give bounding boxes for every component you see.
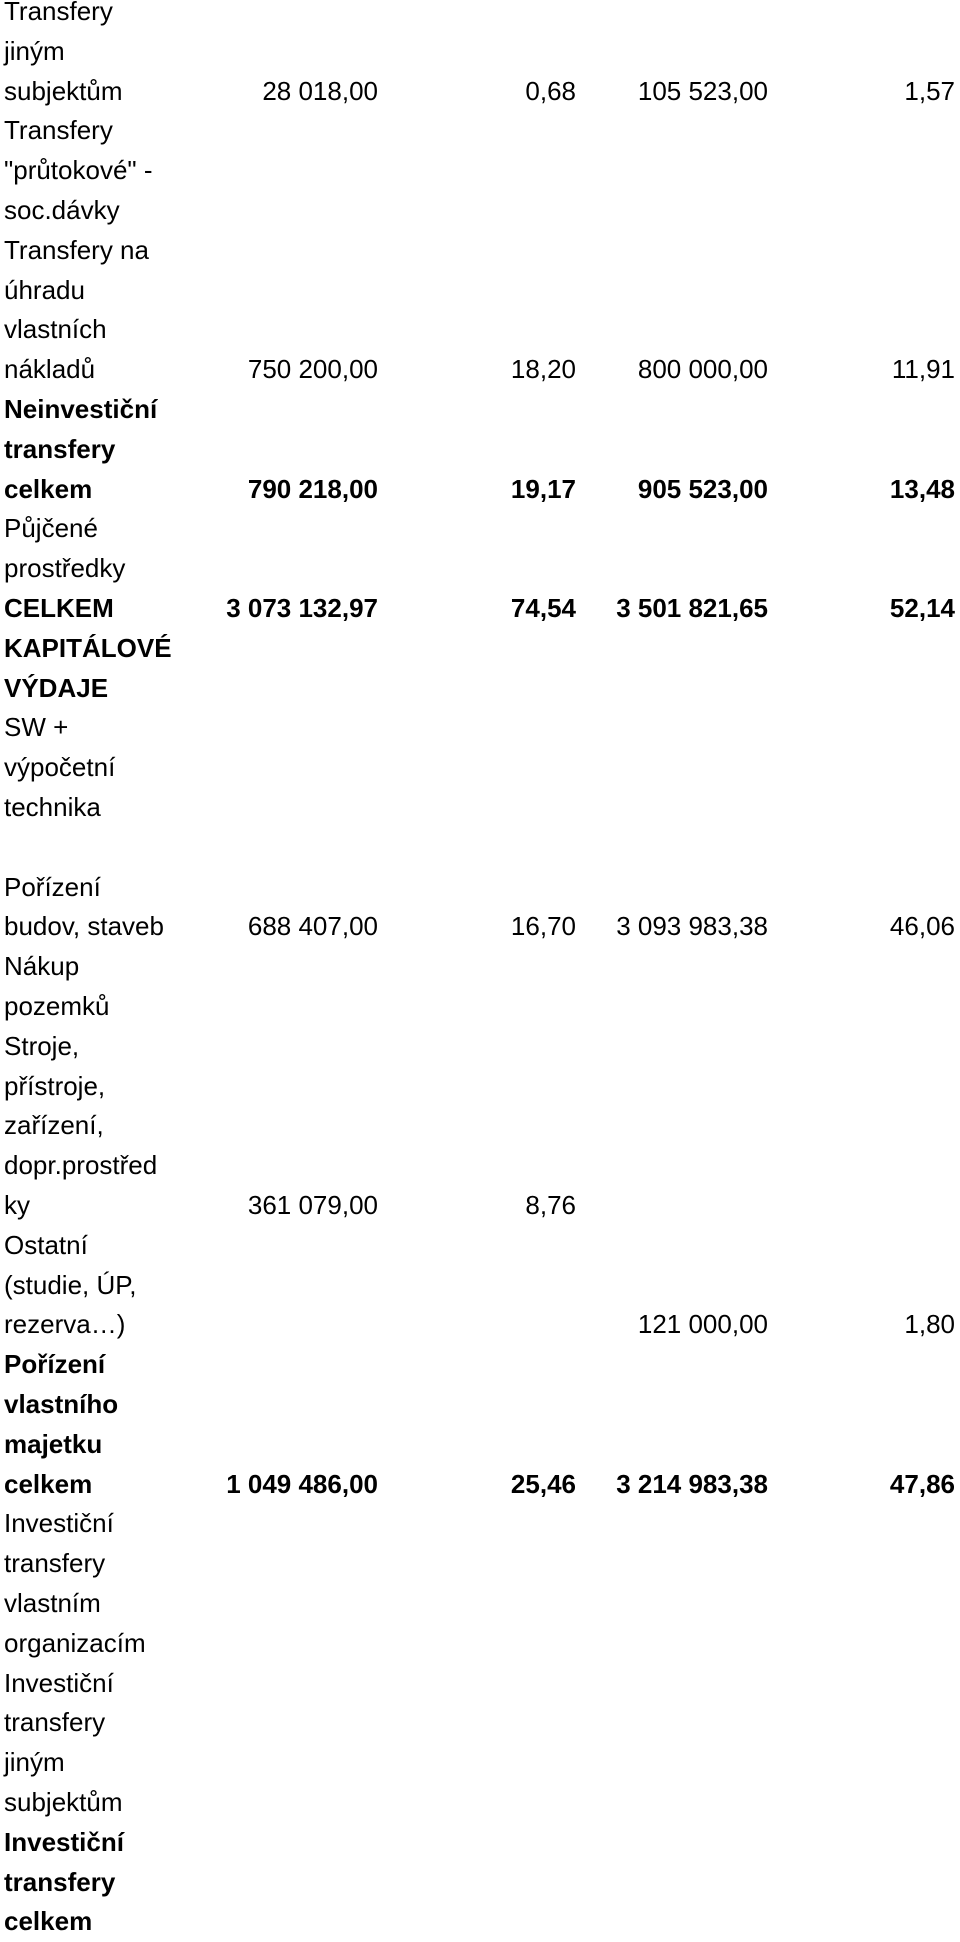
row-label bbox=[4, 1226, 204, 1345]
row-label-line: soc.dávky bbox=[4, 194, 120, 225]
row-label-line: výpočetní bbox=[4, 752, 116, 783]
row-label bbox=[4, 629, 204, 709]
amount-value: 688 407,00 bbox=[247, 911, 378, 942]
share2-value: 1,57 bbox=[904, 75, 955, 106]
row-label-line: transfery bbox=[4, 1866, 116, 1897]
row-label-line: technika bbox=[4, 791, 101, 822]
row-label-line: jiným bbox=[4, 35, 65, 66]
row-label-line: subjektům bbox=[4, 1786, 123, 1817]
share2-value: 13,48 bbox=[889, 473, 955, 504]
row-label-line: Transfery bbox=[4, 115, 113, 146]
row-label-line: jiným bbox=[4, 1747, 65, 1778]
row-label-line: VÝDAJE bbox=[4, 672, 109, 703]
row-label-line: Investiční bbox=[4, 1826, 124, 1857]
share-value: 25,46 bbox=[510, 1468, 576, 1499]
share-value: 8,76 bbox=[525, 1189, 576, 1220]
row-label-line: Neinvestiční bbox=[4, 394, 158, 424]
amount-value: 361 079,00 bbox=[247, 1189, 378, 1220]
share2-value: 46,06 bbox=[889, 911, 955, 942]
row-label-line: CELKEM bbox=[4, 593, 114, 623]
row-label-line: subjektům bbox=[4, 75, 123, 106]
row-label-line: Transfery na bbox=[4, 234, 149, 265]
row-label-line: celkem bbox=[4, 473, 93, 504]
amount-value: 790 218,00 bbox=[247, 473, 378, 504]
row-label-line: Ostatní bbox=[4, 1229, 88, 1260]
row-label-line: ky bbox=[4, 1189, 30, 1220]
row-label-line: nákladů bbox=[4, 354, 96, 385]
row-label-line: Nákup bbox=[4, 951, 80, 982]
row-label-line: vlastním bbox=[4, 1587, 101, 1618]
row-label-line: (studie, ÚP, bbox=[4, 1269, 137, 1300]
row-label-line: vlastních bbox=[4, 314, 107, 345]
row-label-line: SW + bbox=[4, 712, 69, 743]
row-label-line: úhradu bbox=[4, 274, 85, 305]
row-label-line: Transfery bbox=[4, 0, 113, 26]
share-value: 0,68 bbox=[525, 75, 576, 106]
amount2-value: 121 000,00 bbox=[637, 1309, 768, 1340]
row-label-line: Investiční bbox=[4, 1508, 114, 1539]
row-label-line: celkem bbox=[4, 1906, 93, 1937]
amount2-value: 3 214 983,38 bbox=[616, 1468, 768, 1499]
share-value: 74,54 bbox=[510, 593, 576, 623]
amount2-value: 3 093 983,38 bbox=[616, 911, 768, 942]
row-label-line: Pořízení bbox=[4, 1349, 106, 1380]
row-label-line: Stroje, bbox=[4, 1030, 80, 1061]
row-label bbox=[4, 1504, 204, 1663]
amount-value: 750 200,00 bbox=[247, 354, 378, 385]
amount2-value: 800 000,00 bbox=[637, 354, 768, 385]
row-label bbox=[4, 509, 204, 589]
share2-value: 52,14 bbox=[889, 593, 955, 623]
row-label-line: prostředky bbox=[4, 553, 126, 584]
row-label-line: Půjčené bbox=[4, 513, 98, 544]
share2-value: 47,86 bbox=[889, 1468, 955, 1499]
amount2-value: 105 523,00 bbox=[637, 75, 768, 106]
share-value: 19,17 bbox=[510, 473, 576, 504]
row-label-line: dopr.prostřed bbox=[4, 1150, 158, 1181]
row-label-line: KAPITÁLOVÉ bbox=[4, 632, 172, 663]
row-label bbox=[4, 1823, 204, 1942]
amount2-value: 3 501 821,65 bbox=[616, 593, 768, 623]
row-label-line: Pořízení bbox=[4, 871, 101, 902]
row-label bbox=[4, 947, 204, 1027]
row-label-line: transfery bbox=[4, 433, 116, 464]
row-label-line: transfery bbox=[4, 1707, 106, 1738]
share-value: 16,70 bbox=[510, 911, 576, 942]
row-label bbox=[4, 111, 204, 230]
row-label bbox=[4, 1664, 204, 1823]
amount-value: 3 073 132,97 bbox=[226, 593, 378, 623]
share2-value: 1,80 bbox=[904, 1309, 955, 1340]
row-label-line: Investiční bbox=[4, 1667, 114, 1698]
share-value: 18,20 bbox=[510, 354, 576, 385]
row-label-line: celkem bbox=[4, 1468, 93, 1499]
row-label-line: majetku bbox=[4, 1428, 103, 1459]
amount-value: 1 049 486,00 bbox=[226, 1468, 378, 1499]
share2-value: 11,91 bbox=[891, 354, 955, 385]
row-label-line: transfery bbox=[4, 1548, 106, 1579]
amount2-value: 905 523,00 bbox=[637, 473, 768, 504]
amount-value: 28 018,00 bbox=[262, 75, 378, 106]
row-label-line: rezerva…) bbox=[4, 1309, 126, 1340]
row-label-line: organizacím bbox=[4, 1627, 146, 1658]
row-label-line: "průtokové" - bbox=[4, 155, 153, 186]
row-label-line: přístroje, bbox=[4, 1070, 106, 1101]
row-label-line: vlastního bbox=[4, 1388, 119, 1419]
row-label-line: budov, staveb bbox=[4, 911, 164, 942]
row-label-line: zařízení, bbox=[4, 1110, 104, 1141]
row-label-line: pozemků bbox=[4, 990, 110, 1021]
row-label bbox=[4, 708, 204, 827]
